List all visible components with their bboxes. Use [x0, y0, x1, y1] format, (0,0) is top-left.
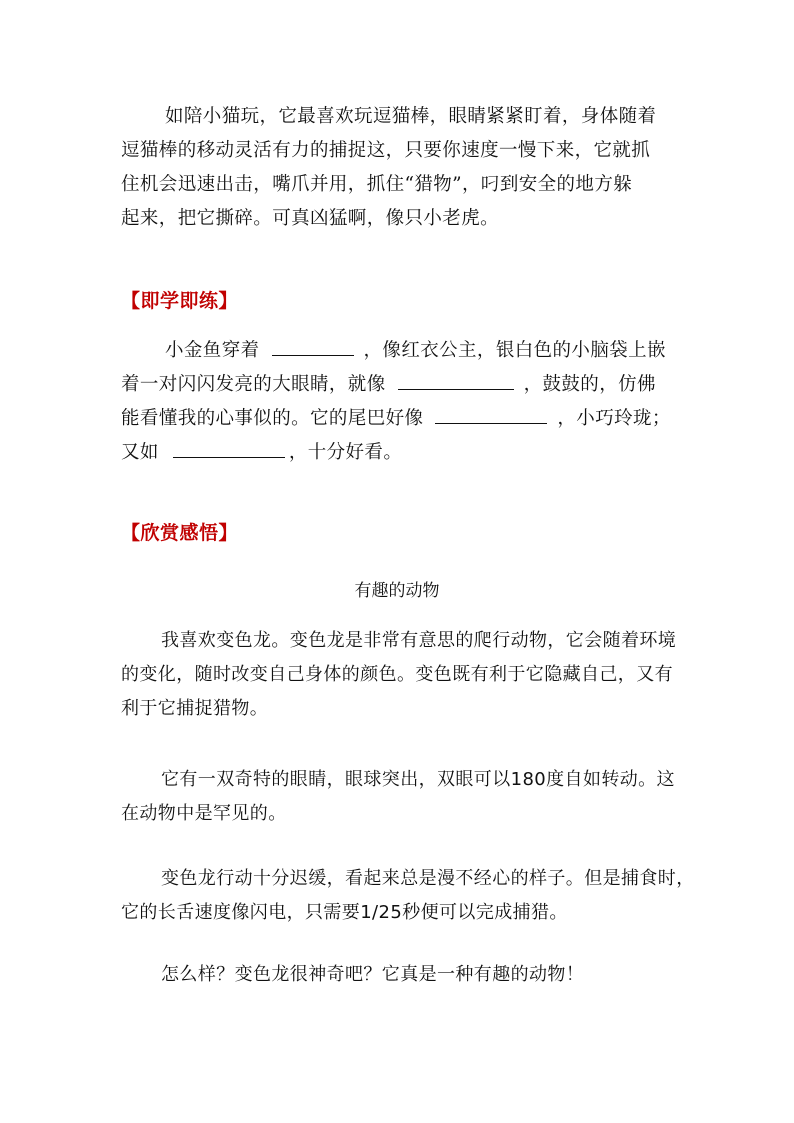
practice-line-4: [121, 436, 681, 470]
practice-text: 小金鱼穿着: [165, 340, 260, 361]
essay-line: 它的长舌速度像闪电，只需要1/25秒便可以完成捕猎。: [121, 902, 568, 923]
practice-line-1: [121, 334, 681, 368]
appreciation-heading: 【欣赏感悟】: [121, 522, 239, 544]
practice-paragraph: [121, 334, 681, 470]
practice-line-2: [121, 368, 681, 402]
essay-paragraph-4: [121, 958, 681, 992]
passage-line: 逗猫棒的移动灵活有力的捕捉这，只要你速度一慢下来，它就抓: [121, 140, 651, 161]
essay-line: 怎么样？变色龙很神奇吧？它真是一种有趣的动物！: [161, 964, 585, 985]
passage-line: 住机会迅速出击，嘴爪并用，抓住“猎物”，叼到安全的地方躲: [121, 174, 633, 195]
fill-blank-2[interactable]: [398, 371, 514, 390]
essay-paragraph-1: [121, 624, 681, 726]
essay-line: 它有一双奇特的眼睛，眼球突出，双眼可以180度自如转动。这: [161, 769, 675, 790]
essay-line: 我喜欢变色龙。变色龙是非常有意思的爬行动物，它会随着环境: [161, 630, 677, 651]
practice-text: ，鼓鼓的，仿佛: [523, 374, 656, 395]
fill-blank-3[interactable]: [435, 405, 547, 424]
practice-text: 着一对闪闪发亮的大眼睛，就像: [121, 374, 386, 395]
passage-line: 起来，把它撕碎。可真凶猛啊，像只小老虎。: [121, 208, 500, 229]
essay-paragraph-2: [121, 763, 681, 831]
practice-text: 能看懂我的心事似的。它的尾巴好像: [121, 408, 424, 429]
essay-line: 的变化，随时改变自己身体的颜色。变色既有利于它隐藏自己，又有: [121, 664, 673, 685]
essay-title: 有趣的动物: [354, 581, 440, 601]
essay-line: 变色龙行动十分迟缓，看起来总是漫不经心的样子。但是捕食时，: [161, 868, 695, 889]
practice-line-3: [121, 402, 681, 436]
practice-text: 又如: [121, 442, 159, 463]
practice-text: ，像红衣公主，银白色的小脑袋上嵌: [363, 340, 666, 361]
fill-blank-4[interactable]: [173, 439, 285, 458]
practice-text: ，十分好看。: [288, 442, 403, 463]
passage-cat-paragraph: [121, 100, 681, 236]
essay-paragraph-3: [121, 862, 695, 930]
fill-blank-1[interactable]: [272, 337, 354, 356]
passage-line: 如陪小猫玩，它最喜欢玩逗猫棒，眼睛紧紧盯着，身体随着: [165, 106, 657, 127]
essay-line: 利于它捕捉猎物。: [121, 698, 269, 719]
practice-heading: 【即学即练】: [121, 290, 239, 312]
essay-line: 在动物中是罕见的。: [121, 803, 287, 824]
practice-text: ，小巧玲珑；: [557, 408, 671, 429]
